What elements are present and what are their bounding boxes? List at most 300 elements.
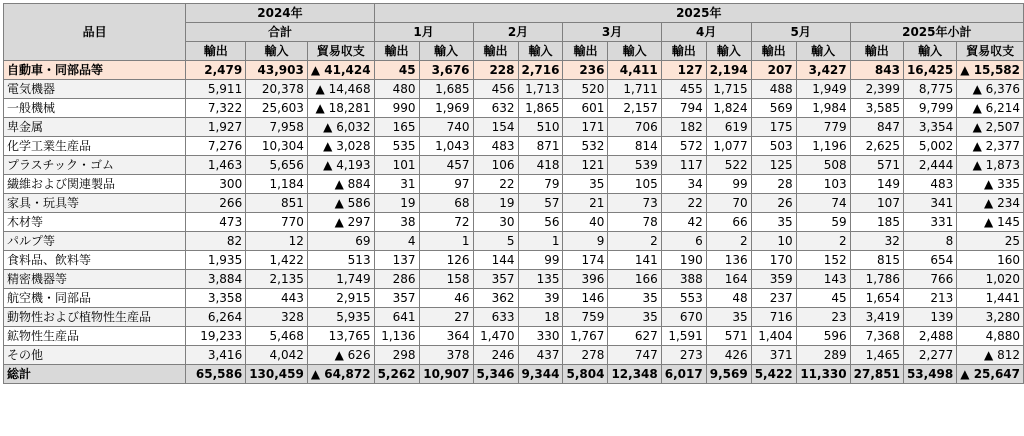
table-header [4, 4, 1024, 61]
table-cell: 12 [246, 232, 308, 251]
table-cell: 43,903 [246, 61, 308, 80]
table-cell: 388 [661, 270, 706, 289]
table-cell: 30 [473, 213, 518, 232]
table-cell: 437 [518, 346, 563, 365]
table-cell: 135 [518, 270, 563, 289]
column-header: 輸入 [903, 42, 956, 61]
table-cell: ▲ 2,507 [957, 118, 1024, 137]
table-cell: 1,184 [246, 175, 308, 194]
table-cell: 70 [706, 194, 751, 213]
table-cell: 278 [563, 346, 608, 365]
table-cell: 236 [563, 61, 608, 80]
table-cell: 79 [518, 175, 563, 194]
row-item-name: 航空機・同部品 [4, 289, 186, 308]
table-cell: 149 [850, 175, 903, 194]
table-cell: 364 [419, 327, 473, 346]
table-cell: 45 [374, 61, 419, 80]
table-cell: 127 [661, 61, 706, 80]
table-cell: 107 [850, 194, 903, 213]
table-cell: 473 [186, 213, 246, 232]
table-cell: 5,656 [246, 156, 308, 175]
row-item-name: 化学工業生産品 [4, 137, 186, 156]
row-item-name: 電気機器 [4, 80, 186, 99]
table-cell: 5,346 [473, 365, 518, 384]
table-cell: 520 [563, 80, 608, 99]
table-cell: 362 [473, 289, 518, 308]
table-row [4, 156, 1024, 175]
table-cell: 289 [796, 346, 850, 365]
table-row [4, 327, 1024, 346]
table-cell: 3,354 [903, 118, 956, 137]
header-month-5: 5月 [751, 23, 850, 42]
table-cell: 27,851 [850, 365, 903, 384]
table-cell: 9,344 [518, 365, 563, 384]
row-item-name: パルプ等 [4, 232, 186, 251]
table-cell: 6 [661, 232, 706, 251]
table-cell: 357 [374, 289, 419, 308]
table-cell: 9,569 [706, 365, 751, 384]
table-cell: 1,654 [850, 289, 903, 308]
table-cell: 152 [796, 251, 850, 270]
table-cell: 1,713 [518, 80, 563, 99]
table-cell: 139 [903, 308, 956, 327]
row-item-name: 自動車・同部品等 [4, 61, 186, 80]
table-cell: 16,425 [903, 61, 956, 80]
table-cell: 46 [419, 289, 473, 308]
column-header: 輸出 [850, 42, 903, 61]
table-body [4, 61, 1024, 384]
table-cell: 747 [608, 346, 661, 365]
table-cell: 513 [307, 251, 374, 270]
table-row [4, 194, 1024, 213]
table-cell: 1,465 [850, 346, 903, 365]
table-cell: 105 [608, 175, 661, 194]
table-row [4, 232, 1024, 251]
table-cell: 38 [374, 213, 419, 232]
table-cell: ▲ 6,032 [307, 118, 374, 137]
table-cell: 3,585 [850, 99, 903, 118]
table-cell: 457 [419, 156, 473, 175]
table-cell: 56 [518, 213, 563, 232]
table-cell: 759 [563, 308, 608, 327]
row-item-name: 家具・玩具等 [4, 194, 186, 213]
table-cell: 141 [608, 251, 661, 270]
column-header: 輸入 [608, 42, 661, 61]
table-cell: 330 [518, 327, 563, 346]
table-cell: 627 [608, 327, 661, 346]
column-header: 輸出 [563, 42, 608, 61]
table-cell: 213 [903, 289, 956, 308]
table-cell: 26 [751, 194, 796, 213]
header-month-1: 1月 [374, 23, 473, 42]
table-cell: 455 [661, 80, 706, 99]
table-cell: 2,277 [903, 346, 956, 365]
table-cell: 4,880 [957, 327, 1024, 346]
table-cell: 237 [751, 289, 796, 308]
table-cell: 3,884 [186, 270, 246, 289]
row-item-name: プラスチック・ゴム [4, 156, 186, 175]
table-cell: 871 [518, 137, 563, 156]
table-cell: 569 [751, 99, 796, 118]
table-cell: 137 [374, 251, 419, 270]
header-month-4: 4月 [661, 23, 751, 42]
table-cell: 48 [706, 289, 751, 308]
table-row [4, 289, 1024, 308]
table-cell: 3,676 [419, 61, 473, 80]
table-cell: 34 [661, 175, 706, 194]
table-cell: 371 [751, 346, 796, 365]
table-cell: 45 [796, 289, 850, 308]
table-cell: 1,865 [518, 99, 563, 118]
table-cell: 1,404 [751, 327, 796, 346]
row-item-name: 総計 [4, 365, 186, 384]
table-cell: 7,322 [186, 99, 246, 118]
header-year-2024: 2024年 [186, 4, 374, 23]
table-cell: 72 [419, 213, 473, 232]
table-cell: ▲ 6,214 [957, 99, 1024, 118]
table-cell: 166 [608, 270, 661, 289]
row-item-name: 精密機器等 [4, 270, 186, 289]
table-cell: 35 [608, 308, 661, 327]
table-cell: 106 [473, 156, 518, 175]
table-cell: 22 [661, 194, 706, 213]
row-item-name: 卑金属 [4, 118, 186, 137]
table-cell: 328 [246, 308, 308, 327]
table-cell: 10 [751, 232, 796, 251]
table-cell: 99 [706, 175, 751, 194]
table-cell: 1,786 [850, 270, 903, 289]
table-cell: 18 [518, 308, 563, 327]
table-cell: 990 [374, 99, 419, 118]
table-cell: 670 [661, 308, 706, 327]
table-cell: 246 [473, 346, 518, 365]
table-cell: 66 [706, 213, 751, 232]
table-cell: 190 [661, 251, 706, 270]
table-cell: 82 [186, 232, 246, 251]
table-cell: ▲ 1,873 [957, 156, 1024, 175]
table-cell: 3,358 [186, 289, 246, 308]
table-cell: 4 [374, 232, 419, 251]
table-cell: ▲ 812 [957, 346, 1024, 365]
column-header: 貿易収支 [957, 42, 1024, 61]
table-cell: 8,775 [903, 80, 956, 99]
table-cell: 3,427 [796, 61, 850, 80]
table-cell: 9 [563, 232, 608, 251]
table-cell: 418 [518, 156, 563, 175]
row-item-name: 一般機械 [4, 99, 186, 118]
table-cell: 396 [563, 270, 608, 289]
table-cell: 522 [706, 156, 751, 175]
table-cell: 3,419 [850, 308, 903, 327]
table-cell: 65,586 [186, 365, 246, 384]
table-cell: 3,280 [957, 308, 1024, 327]
table-row [4, 175, 1024, 194]
table-cell: 101 [374, 156, 419, 175]
table-cell: 11,330 [796, 365, 850, 384]
table-cell: 847 [850, 118, 903, 137]
table-cell: 2,135 [246, 270, 308, 289]
table-cell: ▲ 145 [957, 213, 1024, 232]
table-cell: 174 [563, 251, 608, 270]
table-cell: 341 [903, 194, 956, 213]
header-month-2: 2月 [473, 23, 563, 42]
table-cell: 456 [473, 80, 518, 99]
table-cell: 8 [903, 232, 956, 251]
table-cell: 814 [608, 137, 661, 156]
table-cell: ▲ 15,582 [957, 61, 1024, 80]
table-cell: ▲ 3,028 [307, 137, 374, 156]
table-cell: 99 [518, 251, 563, 270]
table-cell: 1,935 [186, 251, 246, 270]
table-cell: ▲ 586 [307, 194, 374, 213]
column-header: 輸入 [246, 42, 308, 61]
table-cell: 632 [473, 99, 518, 118]
table-cell: 10,304 [246, 137, 308, 156]
table-row [4, 251, 1024, 270]
table-cell: 766 [903, 270, 956, 289]
table-cell: 2,157 [608, 99, 661, 118]
table-cell: 815 [850, 251, 903, 270]
table-cell: 5,804 [563, 365, 608, 384]
column-header: 輸入 [419, 42, 473, 61]
table-cell: 1,767 [563, 327, 608, 346]
table-cell: 68 [419, 194, 473, 213]
table-cell: 25 [957, 232, 1024, 251]
table-cell: 21 [563, 194, 608, 213]
table-cell: 170 [751, 251, 796, 270]
header-month-3: 3月 [563, 23, 661, 42]
table-cell: 716 [751, 308, 796, 327]
table-cell: 125 [751, 156, 796, 175]
table-cell: 7,276 [186, 137, 246, 156]
table-row [4, 61, 1024, 80]
table-cell: 2,488 [903, 327, 956, 346]
table-cell: ▲ 18,281 [307, 99, 374, 118]
table-cell: 25,603 [246, 99, 308, 118]
header-item: 品目 [4, 4, 186, 61]
table-cell: 171 [563, 118, 608, 137]
table-cell: 1,422 [246, 251, 308, 270]
table-cell: 539 [608, 156, 661, 175]
table-cell: ▲ 2,377 [957, 137, 1024, 156]
table-cell: ▲ 41,424 [307, 61, 374, 80]
table-cell: 619 [706, 118, 751, 137]
table-row [4, 346, 1024, 365]
table-cell: 273 [661, 346, 706, 365]
table-cell: 121 [563, 156, 608, 175]
table-cell: 2,444 [903, 156, 956, 175]
table-cell: 654 [903, 251, 956, 270]
table-cell: ▲ 297 [307, 213, 374, 232]
column-header: 輸出 [374, 42, 419, 61]
table-cell: 27 [419, 308, 473, 327]
table-cell: ▲ 64,872 [307, 365, 374, 384]
table-cell: 572 [661, 137, 706, 156]
table-cell: 35 [706, 308, 751, 327]
table-cell: 1,463 [186, 156, 246, 175]
table-cell: 9,799 [903, 99, 956, 118]
table-cell: 97 [419, 175, 473, 194]
table-cell: 298 [374, 346, 419, 365]
table-cell: ▲ 626 [307, 346, 374, 365]
table-cell: 1,196 [796, 137, 850, 156]
table-cell: 1,441 [957, 289, 1024, 308]
table-cell: 706 [608, 118, 661, 137]
table-cell: 35 [751, 213, 796, 232]
header-year-2025: 2025年 [374, 4, 1023, 23]
table-cell: 1 [518, 232, 563, 251]
column-header: 輸入 [518, 42, 563, 61]
table-cell: 146 [563, 289, 608, 308]
table-cell: 160 [957, 251, 1024, 270]
table-cell: 5 [473, 232, 518, 251]
row-item-name: その他 [4, 346, 186, 365]
column-header: 輸出 [661, 42, 706, 61]
table-cell: 571 [850, 156, 903, 175]
table-cell: 31 [374, 175, 419, 194]
table-cell: 59 [796, 213, 850, 232]
table-cell: 22 [473, 175, 518, 194]
table-cell: 740 [419, 118, 473, 137]
table-cell: 74 [796, 194, 850, 213]
table-cell: 165 [374, 118, 419, 137]
table-cell: 601 [563, 99, 608, 118]
table-cell: 286 [374, 270, 419, 289]
table-cell: 426 [706, 346, 751, 365]
row-item-name: 食料品、飲料等 [4, 251, 186, 270]
table-cell: 2,194 [706, 61, 751, 80]
table-cell: 175 [751, 118, 796, 137]
table-cell: 143 [796, 270, 850, 289]
table-cell: 5,002 [903, 137, 956, 156]
table-cell: 508 [796, 156, 850, 175]
table-cell: 503 [751, 137, 796, 156]
table-row [4, 118, 1024, 137]
table-cell: 510 [518, 118, 563, 137]
header-row-years [4, 4, 1024, 23]
table-cell: 185 [850, 213, 903, 232]
table-cell: 40 [563, 213, 608, 232]
table-cell: 10,907 [419, 365, 473, 384]
table-row [4, 80, 1024, 99]
table-cell: 357 [473, 270, 518, 289]
table-cell: 4,042 [246, 346, 308, 365]
table-cell: 2,625 [850, 137, 903, 156]
table-cell: 32 [850, 232, 903, 251]
table-cell: ▲ 4,193 [307, 156, 374, 175]
table-cell: 20,378 [246, 80, 308, 99]
table-cell: 5,911 [186, 80, 246, 99]
table-cell: ▲ 14,468 [307, 80, 374, 99]
table-cell: 42 [661, 213, 706, 232]
table-cell: 1,749 [307, 270, 374, 289]
table-cell: 851 [246, 194, 308, 213]
table-cell: 770 [246, 213, 308, 232]
table-cell: 443 [246, 289, 308, 308]
table-cell: 1,591 [661, 327, 706, 346]
table-cell: 480 [374, 80, 419, 99]
table-cell: ▲ 6,376 [957, 80, 1024, 99]
table-cell: 73 [608, 194, 661, 213]
table-cell: 1,470 [473, 327, 518, 346]
table-cell: 6,017 [661, 365, 706, 384]
table-cell: 483 [473, 137, 518, 156]
row-item-name: 動物性および植物性生産品 [4, 308, 186, 327]
table-cell: 164 [706, 270, 751, 289]
column-header: 輸出 [186, 42, 246, 61]
row-item-name: 繊維および関連製品 [4, 175, 186, 194]
table-cell: 182 [661, 118, 706, 137]
column-header: 輸入 [796, 42, 850, 61]
trade-table [3, 3, 1024, 384]
table-cell: 154 [473, 118, 518, 137]
table-cell: 378 [419, 346, 473, 365]
row-item-name: 鉱物性生産品 [4, 327, 186, 346]
table-cell: 571 [706, 327, 751, 346]
table-cell: 78 [608, 213, 661, 232]
table-cell: 1 [419, 232, 473, 251]
table-cell: ▲ 335 [957, 175, 1024, 194]
table-cell: 1,927 [186, 118, 246, 137]
table-cell: 2 [608, 232, 661, 251]
table-cell: 117 [661, 156, 706, 175]
table-cell: 633 [473, 308, 518, 327]
table-row [4, 213, 1024, 232]
table-cell: 5,422 [751, 365, 796, 384]
table-cell: 35 [608, 289, 661, 308]
table-cell: 843 [850, 61, 903, 80]
table-cell: 13,765 [307, 327, 374, 346]
table-cell: 228 [473, 61, 518, 80]
column-header: 輸入 [706, 42, 751, 61]
table-cell: 1,984 [796, 99, 850, 118]
table-cell: 19 [473, 194, 518, 213]
table-cell: 19,233 [186, 327, 246, 346]
table-cell: 1,685 [419, 80, 473, 99]
column-header: 輸出 [473, 42, 518, 61]
header-2024-total: 合計 [186, 23, 374, 42]
table-cell: 535 [374, 137, 419, 156]
table-cell: 331 [903, 213, 956, 232]
table-cell: 53,498 [903, 365, 956, 384]
header-2025-subtotal: 2025年小計 [850, 23, 1023, 42]
table-cell: 2 [706, 232, 751, 251]
table-cell: 2,915 [307, 289, 374, 308]
table-cell: 488 [751, 80, 796, 99]
table-cell: 57 [518, 194, 563, 213]
table-cell: ▲ 25,647 [957, 365, 1024, 384]
table-cell: 2,399 [850, 80, 903, 99]
table-cell: 3,416 [186, 346, 246, 365]
table-cell: 2 [796, 232, 850, 251]
table-cell: 136 [706, 251, 751, 270]
table-cell: 2,479 [186, 61, 246, 80]
table-cell: 126 [419, 251, 473, 270]
table-cell: 1,711 [608, 80, 661, 99]
table-cell: 1,824 [706, 99, 751, 118]
table-cell: 7,368 [850, 327, 903, 346]
table-cell: 266 [186, 194, 246, 213]
table-cell: 7,958 [246, 118, 308, 137]
table-cell: 2,716 [518, 61, 563, 80]
table-cell: 5,935 [307, 308, 374, 327]
table-cell: 553 [661, 289, 706, 308]
table-cell: 144 [473, 251, 518, 270]
table-cell: 596 [796, 327, 850, 346]
table-cell: 1,136 [374, 327, 419, 346]
table-cell: 4,411 [608, 61, 661, 80]
table-cell: 483 [903, 175, 956, 194]
